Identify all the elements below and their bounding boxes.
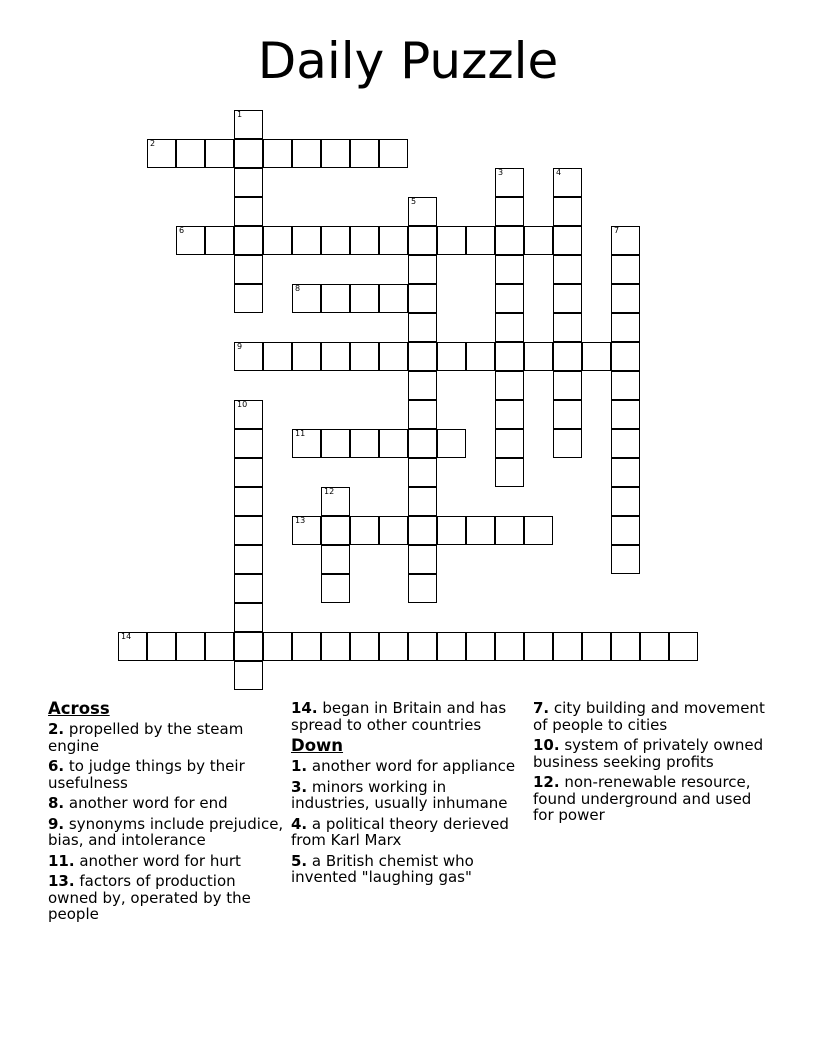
clue-number: 8	[295, 284, 301, 293]
grid-cell[interactable]	[321, 139, 350, 168]
clue-text: system of privately owned business seeking profits	[533, 736, 764, 771]
grid-cell[interactable]	[263, 139, 292, 168]
grid-cell[interactable]	[611, 429, 640, 458]
grid-cell[interactable]	[553, 313, 582, 342]
grid-cell[interactable]	[408, 545, 437, 574]
grid-cell[interactable]	[495, 197, 524, 226]
clue-label: 6.	[48, 757, 65, 775]
clue-label: 2.	[48, 720, 65, 738]
grid-cell[interactable]	[495, 313, 524, 342]
grid-cell[interactable]	[118, 632, 147, 661]
grid-cell[interactable]	[350, 226, 379, 255]
grid-cell[interactable]	[495, 632, 524, 661]
grid-cell[interactable]	[495, 226, 524, 255]
down-header: Down	[291, 736, 344, 755]
across-clue	[48, 853, 284, 870]
grid-cell[interactable]	[350, 516, 379, 545]
clue-text: a British chemist who invented "laughing gas"	[291, 851, 474, 886]
clue-number: 13	[295, 516, 306, 525]
grid-cell[interactable]	[495, 168, 524, 197]
grid-cell[interactable]	[582, 632, 611, 661]
grid-cell[interactable]	[611, 371, 640, 400]
clue-text: non-renewable resource, found underground and used for power	[533, 773, 752, 824]
grid-cell[interactable]	[437, 516, 466, 545]
clue-number: 10	[237, 400, 248, 409]
clue-label: 5.	[291, 851, 308, 870]
grid-cell[interactable]	[234, 110, 263, 139]
grid-cell[interactable]	[234, 516, 263, 545]
grid-cell[interactable]	[408, 632, 437, 661]
across-header: Across	[48, 699, 110, 718]
grid-cell[interactable]	[292, 632, 321, 661]
clue-number: 11	[295, 429, 306, 438]
grid-cell[interactable]	[408, 487, 437, 516]
clue-text: another word for appliance	[311, 757, 516, 775]
grid-cell[interactable]	[205, 139, 234, 168]
grid-cell[interactable]	[553, 400, 582, 429]
grid-cell[interactable]	[292, 284, 321, 313]
grid-cell[interactable]	[611, 400, 640, 429]
grid-cell[interactable]	[176, 632, 205, 661]
clue-number: 14	[121, 632, 132, 641]
grid-cell[interactable]	[408, 574, 437, 603]
grid-cell[interactable]	[234, 284, 263, 313]
clue-label: 8.	[48, 794, 65, 812]
grid-cell[interactable]	[321, 632, 350, 661]
grid-cell[interactable]	[350, 139, 379, 168]
grid-cell[interactable]	[176, 139, 205, 168]
grid-cell[interactable]	[524, 516, 553, 545]
grid-cell[interactable]	[495, 400, 524, 429]
grid-cell[interactable]	[379, 632, 408, 661]
grid-cell[interactable]	[466, 342, 495, 371]
grid-cell[interactable]	[611, 255, 640, 284]
grid-cell[interactable]	[234, 168, 263, 197]
grid-cell[interactable]	[611, 226, 640, 255]
grid-cell[interactable]	[292, 429, 321, 458]
grid-cell[interactable]	[524, 226, 553, 255]
grid-cell[interactable]	[553, 168, 582, 197]
across-clue	[48, 721, 284, 754]
clue-label: 4.	[291, 814, 308, 833]
grid-cell[interactable]	[321, 574, 350, 603]
grid-cell[interactable]	[350, 632, 379, 661]
grid-cell[interactable]	[147, 632, 176, 661]
grid-cell[interactable]	[669, 632, 698, 661]
clue-label: 3.	[291, 777, 308, 796]
down-clue	[291, 816, 516, 849]
clue-text: to judge things by their usefulness	[48, 757, 245, 792]
grid-cell[interactable]	[263, 342, 292, 371]
grid-cell[interactable]	[495, 371, 524, 400]
grid-cell[interactable]	[176, 226, 205, 255]
grid-cell[interactable]	[379, 226, 408, 255]
grid-cell[interactable]	[234, 139, 263, 168]
grid-cell[interactable]	[611, 545, 640, 574]
grid-cell[interactable]	[321, 226, 350, 255]
grid-cell[interactable]	[408, 371, 437, 400]
grid-cell[interactable]	[437, 342, 466, 371]
grid-cell[interactable]	[292, 342, 321, 371]
grid-cell[interactable]	[234, 603, 263, 632]
grid-cell[interactable]	[553, 284, 582, 313]
clue-text: a political theory derieved from Karl Marx	[291, 814, 509, 849]
clue-number: 2	[150, 139, 156, 148]
grid-cell[interactable]	[582, 342, 611, 371]
clue-label: 7.	[533, 699, 550, 717]
grid-cell[interactable]	[437, 632, 466, 661]
down-clue	[533, 774, 768, 824]
grid-cell[interactable]	[408, 400, 437, 429]
grid-cell[interactable]	[234, 574, 263, 603]
grid-cell[interactable]	[495, 458, 524, 487]
grid-cell[interactable]	[379, 342, 408, 371]
grid-cell[interactable]	[263, 632, 292, 661]
clue-column-2	[291, 700, 516, 890]
clue-text: synonyms include prejudice, bias, and intolerance	[48, 814, 284, 849]
grid-cell[interactable]	[234, 545, 263, 574]
clue-text: another word for hurt	[79, 851, 241, 870]
clue-text: began in Britain and has spread to other countries	[291, 699, 507, 734]
clue-number: 1	[237, 110, 243, 119]
grid-cell[interactable]	[408, 429, 437, 458]
grid-cell[interactable]	[553, 371, 582, 400]
grid-cell[interactable]	[292, 516, 321, 545]
grid-cell[interactable]	[234, 661, 263, 690]
clue-number: 7	[614, 226, 620, 235]
grid-cell[interactable]	[379, 516, 408, 545]
grid-cell[interactable]	[292, 226, 321, 255]
clue-label: 1.	[291, 757, 308, 775]
grid-cell[interactable]	[379, 284, 408, 313]
across-clue	[48, 873, 284, 923]
grid-cell[interactable]	[553, 632, 582, 661]
grid-cell[interactable]	[553, 255, 582, 284]
grid-cell[interactable]	[466, 226, 495, 255]
clue-label: 11.	[48, 851, 75, 870]
down-clue	[291, 853, 516, 886]
grid-cell[interactable]	[408, 284, 437, 313]
grid-cell[interactable]	[234, 197, 263, 226]
grid-cell[interactable]	[263, 226, 292, 255]
across-clue	[48, 795, 284, 812]
grid-cell[interactable]	[408, 197, 437, 226]
grid-cell[interactable]	[321, 516, 350, 545]
grid-cell[interactable]	[379, 429, 408, 458]
across-clue	[48, 816, 284, 849]
grid-cell[interactable]	[234, 458, 263, 487]
grid-cell[interactable]	[553, 342, 582, 371]
grid-cell[interactable]	[234, 255, 263, 284]
grid-cell[interactable]	[292, 139, 321, 168]
grid-cell[interactable]	[234, 342, 263, 371]
down-clue	[533, 700, 768, 733]
clue-text: city building and movement of people to cities	[533, 699, 765, 734]
grid-cell[interactable]	[350, 342, 379, 371]
clue-number: 3	[498, 168, 504, 177]
clue-text: minors working in industries, usually inhumane	[291, 777, 508, 812]
grid-cell[interactable]	[611, 516, 640, 545]
grid-cell[interactable]	[437, 429, 466, 458]
grid-cell[interactable]	[408, 342, 437, 371]
grid-cell[interactable]	[611, 487, 640, 516]
clue-number: 12	[324, 487, 335, 496]
grid-cell[interactable]	[611, 458, 640, 487]
grid-cell[interactable]	[234, 429, 263, 458]
down-clue	[291, 779, 516, 812]
grid-cell[interactable]	[321, 429, 350, 458]
grid-cell[interactable]	[524, 342, 553, 371]
grid-cell[interactable]	[205, 632, 234, 661]
grid-cell[interactable]	[466, 632, 495, 661]
grid-cell[interactable]	[495, 284, 524, 313]
grid-cell[interactable]	[611, 632, 640, 661]
clue-label: 10.	[533, 736, 560, 754]
down-clue	[291, 758, 516, 775]
clue-label: 14.	[291, 699, 318, 717]
clue-number: 4	[556, 168, 562, 177]
grid-cell[interactable]	[234, 400, 263, 429]
clue-number: 6	[179, 226, 185, 235]
grid-cell[interactable]	[611, 342, 640, 371]
grid-cell[interactable]	[321, 545, 350, 574]
grid-cell[interactable]	[553, 429, 582, 458]
across-clue	[291, 700, 516, 733]
grid-cell[interactable]	[234, 487, 263, 516]
grid-cell[interactable]	[350, 284, 379, 313]
page-title: Daily Puzzle	[257, 32, 559, 90]
grid-cell[interactable]	[495, 516, 524, 545]
grid-cell[interactable]	[147, 139, 176, 168]
clue-number: 5	[411, 197, 417, 206]
grid-cell[interactable]	[321, 284, 350, 313]
grid-cell[interactable]	[234, 632, 263, 661]
grid-cell[interactable]	[495, 429, 524, 458]
grid-cell[interactable]	[524, 632, 553, 661]
clue-label: 13.	[48, 872, 75, 890]
grid-cell[interactable]	[495, 255, 524, 284]
grid-cell[interactable]	[350, 429, 379, 458]
grid-cell[interactable]	[234, 226, 263, 255]
grid-cell[interactable]	[611, 284, 640, 313]
across-clue	[48, 758, 284, 791]
grid-cell[interactable]	[321, 342, 350, 371]
grid-cell[interactable]	[437, 226, 466, 255]
grid-cell[interactable]	[408, 458, 437, 487]
clue-column-1	[48, 700, 284, 927]
clue-column-3	[533, 700, 768, 828]
grid-cell[interactable]	[553, 197, 582, 226]
clue-text: factors of production owned by, operated by the people	[48, 872, 251, 923]
down-clue	[533, 737, 768, 770]
grid-cell[interactable]	[205, 226, 234, 255]
clue-number: 9	[237, 342, 243, 351]
grid-cell[interactable]	[466, 516, 495, 545]
clue-text: propelled by the steam engine	[48, 720, 244, 755]
grid-cell[interactable]	[408, 226, 437, 255]
clue-label: 12.	[533, 773, 560, 791]
grid-cell[interactable]	[408, 313, 437, 342]
grid-cell[interactable]	[408, 255, 437, 284]
grid-cell[interactable]	[611, 313, 640, 342]
grid-cell[interactable]	[553, 226, 582, 255]
grid-cell[interactable]	[495, 342, 524, 371]
grid-cell[interactable]	[640, 632, 669, 661]
grid-cell[interactable]	[321, 487, 350, 516]
clue-text: another word for end	[68, 794, 228, 812]
grid-cell[interactable]	[379, 139, 408, 168]
grid-cell[interactable]	[408, 516, 437, 545]
clue-label: 9.	[48, 814, 65, 833]
